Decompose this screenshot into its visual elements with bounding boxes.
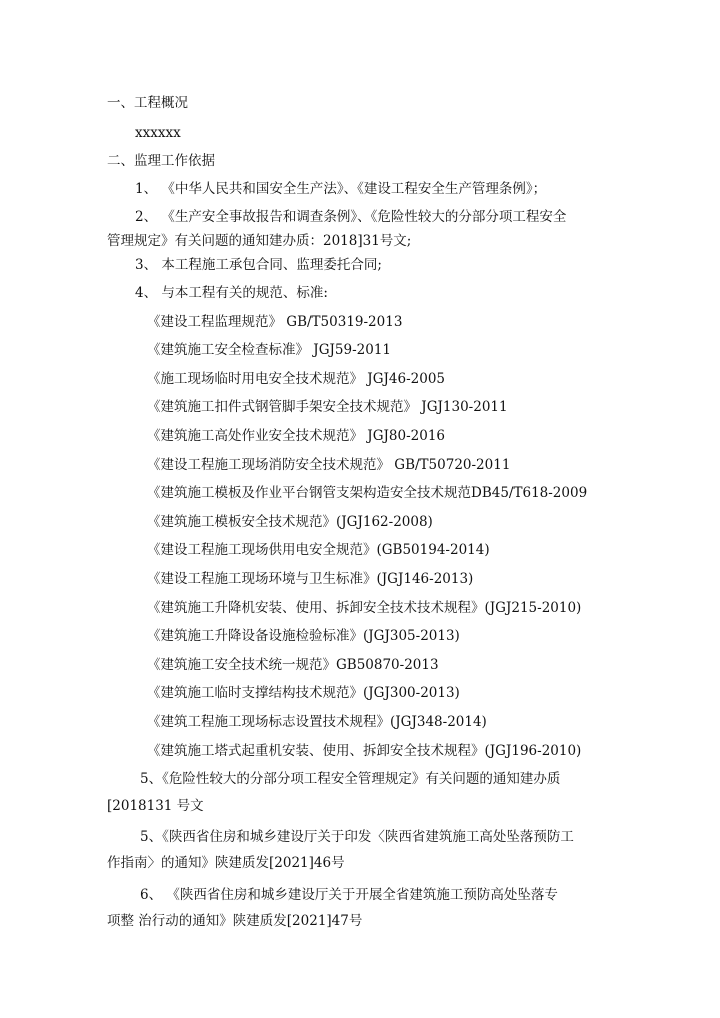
basis-item-6-line-2: 项整 治行动的通知》陕建质发[2021]47号 <box>107 913 363 929</box>
standard-item: 《建设工程施工现场供用电安全规范》(GB50194-2014) <box>147 542 490 558</box>
standard-item: 《建设工程施工现场消防安全技术规范》 GB/T50720-2011 <box>147 457 511 473</box>
basis-item-2-line-2: 管理规定》有关问题的通知建办质：2018]31号文; <box>107 233 412 249</box>
standard-item: 《建筑工程施工现场标志设置技术规程》(JGJ348-2014) <box>147 714 487 730</box>
standard-item: 《建筑施工扣件式钢管脚手架安全技术规范》 JGJ130-2011 <box>147 399 508 415</box>
standard-item: 《建筑施工塔式起重机安装、使用、拆卸安全技术规程》(JGJ196-2010) <box>147 743 582 759</box>
standard-item: 《建筑施工临时支撑结构技术规范》(JGJ300-2013) <box>147 685 460 701</box>
standard-item: 《建筑施工模板及作业平台钢管支架构造安全技术规范DB45/T618-2009 <box>147 485 588 501</box>
basis-item-5b-line-2: 作指南〉的通知》陕建质发[2021]46号 <box>107 855 345 871</box>
overview-content: xxxxxx <box>135 125 181 141</box>
standard-item: 《建筑施工安全技术统一规范》GB50870-2013 <box>147 657 439 673</box>
basis-item-5b-line-1: 5、《陕西省住房和城乡建设厅关于印发〈陕西省建筑施工高处坠落预防工 <box>140 829 574 845</box>
standard-item: 《建筑施工升降机安装、使用、拆卸安全技术技术规程》(JGJ215-2010) <box>147 600 582 616</box>
section-heading-basis: 二、监理工作依据 <box>107 153 215 169</box>
standard-item: 《建设工程监理规范》 GB/T50319-2013 <box>147 314 403 330</box>
standard-item: 《施工现场临时用电安全技术规范》 JGJ46-2005 <box>147 371 445 387</box>
basis-item-4: 4、 与本工程有关的规范、标准: <box>135 285 328 301</box>
standard-item: 《建设工程施工现场环境与卫生标准》(JGJ146-2013) <box>147 571 474 587</box>
standard-item: 《建筑施工升降设备设施检验标准》(JGJ305-2013) <box>147 628 460 644</box>
basis-item-6-line-1: 6、 《陕西省住房和城乡建设厅关于开展全省建筑施工预防高处坠落专 <box>140 887 558 903</box>
basis-item-1: 1、 《中华人民共和国安全生产法》、《建设工程安全生产管理条例》； <box>135 181 547 197</box>
basis-item-5a-line-2: [2018131 号文 <box>107 798 204 814</box>
basis-item-5a-line-1: 5、《危险性较大的分部分项工程安全管理规定》有关问题的通知建办质 <box>140 771 561 787</box>
standard-item: 《建筑施工模板安全技术规范》(JGJ162-2008) <box>147 514 433 530</box>
basis-item-2-line-1: 2、 《生产安全事故报告和调查条例》、《危险性较大的分部分项工程安全 <box>135 209 567 225</box>
standard-item: 《建筑施工安全检查标准》 JGJ59-2011 <box>147 342 391 358</box>
basis-item-3: 3、 本工程施工承包合同、监理委托合同; <box>135 257 382 273</box>
section-heading-overview: 一、工程概况 <box>107 95 188 111</box>
standard-item: 《建筑施工高处作业安全技术规范》 JGJ80-2016 <box>147 428 445 444</box>
